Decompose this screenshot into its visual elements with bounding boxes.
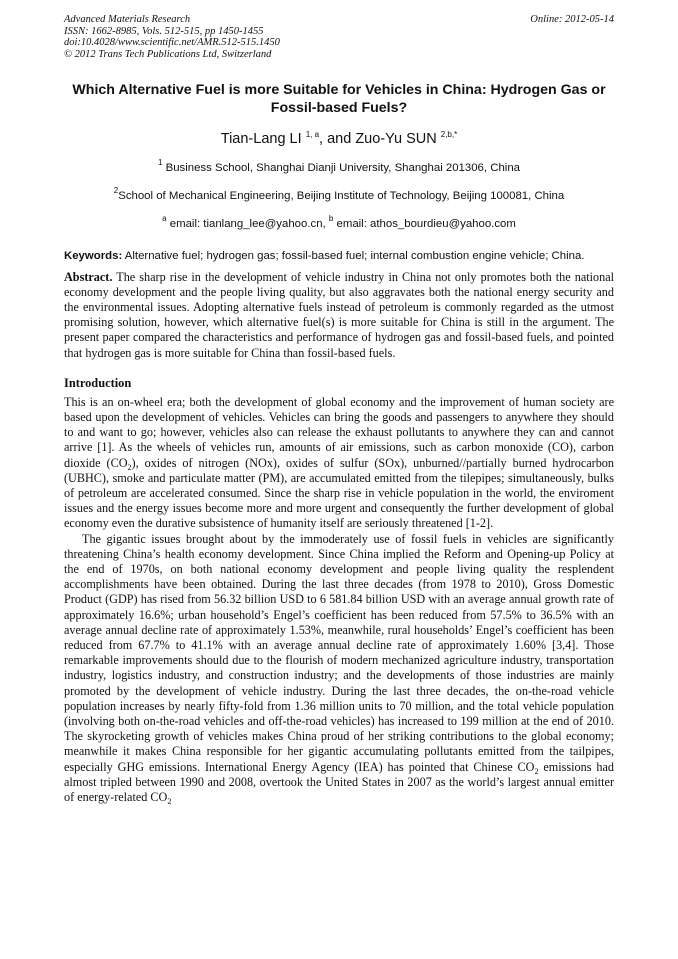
- affiliation-1: [64, 156, 614, 175]
- affiliation-2-text: School of Mechanical Engineering, Beijing Institute of Technology, Beijing 100081, China: [118, 190, 565, 202]
- intro-paragraph-1: [64, 395, 614, 532]
- author-1-name: Tian-Lang LI: [220, 131, 302, 147]
- abstract-label: Abstract.: [64, 269, 113, 284]
- journal-header: [64, 14, 614, 60]
- author-2-sup: 2,b,*: [440, 130, 458, 139]
- journal-name: Advanced Materials Research: [64, 14, 191, 25]
- keywords-label: Keywords:: [64, 250, 123, 262]
- paper-page: [64, 14, 614, 805]
- intro-p2-subscript-2: 2: [167, 797, 172, 806]
- author-separator: , and: [319, 131, 356, 147]
- abstract-text: The sharp rise in the development of vehicle industry in China not only promotes both the national economy development and the people living quality, but also aggravates both the national energy security and the environmental issues. Adopting alternative fuels instead of petroleum is commonly regarded as the utmost promising solution, however, which alternative fuel(s) is more suitable for China is still in the argument. The present paper compared the characteristics and performance of hydrogen gas and fossil-based fuels, and pointed that hydrogen gas is more suitable for China than fossil-based fuels.: [64, 269, 614, 360]
- keywords: [64, 249, 614, 264]
- intro-p1-subscript: 2: [127, 462, 132, 472]
- intro-p2-subscript-1: 2: [534, 766, 539, 776]
- affiliation-2-sup: 2: [113, 186, 119, 195]
- author-1-sup: 1, a: [305, 130, 320, 139]
- abstract: [64, 270, 614, 361]
- email-a-text: email: tianlang_lee@yahoo.cn,: [166, 218, 329, 230]
- intro-p1-text-b: ), oxides of nitrogen (NOx), oxides of sulfur (SOx), unburned//partially burned hydrocarbon (UBHC), smoke and particulate matter (PM), are accumulated emitted from the tilepipes; simultaneously, bulks of petroleum are accelerated consumed. Since the sharp rise in vehicle population in the world, the enviroment issues and the energy issues become more and more urgent and consequently the further development of global economy even the durative subsistence of humanity itself are seriously threatened [1-2].: [64, 455, 614, 531]
- introduction-heading: Introduction: [64, 375, 132, 390]
- affiliation-1-text: Business School, Shanghai Dianji University, Shanghai 201306, China: [162, 162, 520, 174]
- affiliation-2: [64, 184, 614, 203]
- intro-p2-text-b: emissions had almost tripled between 1990 and 2008, overtook the United States in 2007 as the world’s largest annual emitter of energy-related CO: [64, 759, 614, 804]
- intro-paragraph-2: [64, 532, 614, 806]
- copyright-line: © 2012 Trans Tech Publications Ltd, Switzerland: [64, 48, 272, 60]
- keywords-text: Alternative fuel; hydrogen gas; fossil-based fuel; internal combustion engine vehicle; China.: [122, 250, 585, 262]
- intro-p1-text-a: This is an on-wheel era; both the development of global economy and the improvement of human society are based upon the development of vehicles. Vehicles can bring the goods and passengers to anywhere they should to and want to go; however, vehicles also can release the exhaust pollutants to anywhere they can and cannot arrive [1]. As the wheels of vehicles run, amounts of air emissions, such as carbon monoxide (CO), carbon dioxide (CO: [64, 394, 614, 470]
- affiliation-1-sup: 1: [157, 158, 163, 167]
- email-line: [64, 212, 614, 231]
- email-a-sup: a: [162, 214, 167, 223]
- author-2-name: Zuo-Yu SUN: [355, 131, 437, 147]
- author-line: [64, 126, 614, 148]
- email-b-sup: b: [328, 214, 334, 223]
- email-b-text: email: athos_bourdieu@yahoo.com: [333, 218, 516, 230]
- paper-title: Which Alternative Fuel is more Suitable for Vehicles in China: Hydrogen Gas or Fossil-based Fuels?: [72, 82, 606, 116]
- online-date: Online: 2012-05-14: [530, 14, 614, 25]
- intro-p2-text-a: The gigantic issues brought about by the immoderately use of fossil fuels in vehicles are significantly threatening China’s health economy development. Since China implied the Reform and Opening-up Policy at the end of 1970s, on both national economy development and people living quality the resplendent accomplishments have been obtained. During the last three decades (from 1978 to 2010), Gross Domestic Product (GDP) has rised from 56.32 billion USD to 6 581.84 billion USD with an average annual growth rate of approximately 16.6%; urban household’s Engel’s coefficient has been reduced from 57.5% to 36.5% with an average annual decline rate of approximately 1.53%, meanwhile, rural households’ Engel’s coefficient has been reduced from 67.7% to 41.1% with an average annual decline rate of approximately 1.60% [3,4]. Those remarkable improvements should due to the flourish of modern mechanized agriculture industry, transportation industry, logistics industry, and construction industry; and the developments of those industries are mainly promoted by the development of vehicle industry. During the last three decades, the on-the-road vehicle population increases by nearly fifty-fold from 1.36 million units to 70 million, and the total vehicle population (involving both on-the-road vehicles and off-the-road vehicles) has increased to 199 million at the end of 2010. The skyrocketing growth of vehicles makes China proud of her striking contributions to the global economy; meanwhile it makes China responsible for her gigantic accumulating pollutants emitted from the tailpipes, especially GHG emissions. International Energy Agency (IEA) has pointed that Chinese CO: [64, 531, 614, 774]
- issn-line: ISSN: 1662-8985, Vols. 512-515, pp 1450-1455: [64, 25, 264, 37]
- doi-line: doi:10.4028/www.scientific.net/AMR.512-515.1450: [64, 37, 280, 48]
